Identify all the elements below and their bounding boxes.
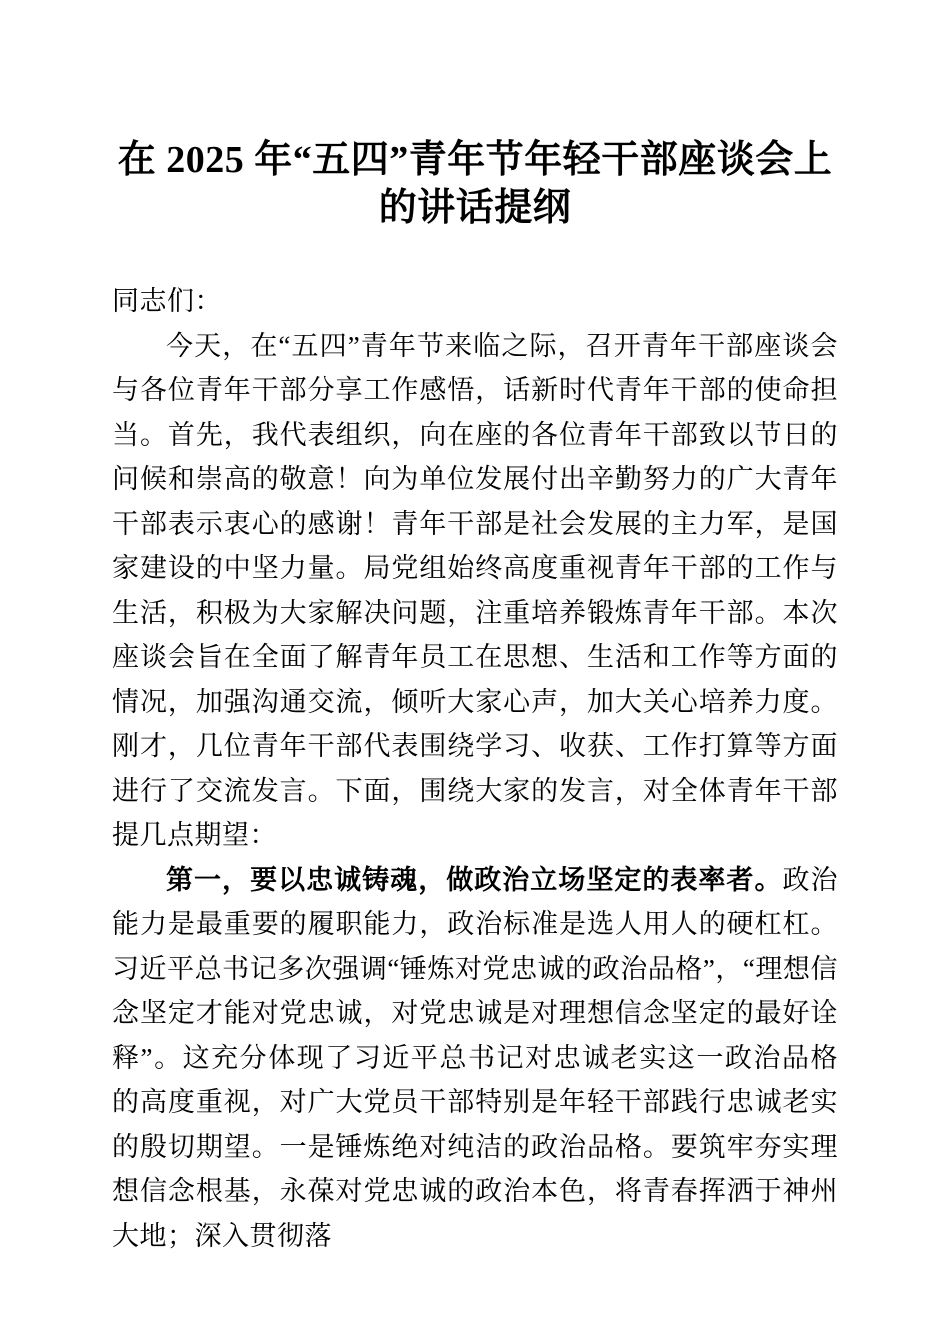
paragraph-intro-text: 今天，在“五四”青年节来临之际，召开青年干部座谈会与各位青年干部分享工作感悟，话新时代青年干部的使命担当。首先，我代表组织，向在座的各位青年干部致以节日的问候和崇高的敬意！向为单位发展付出辛勤努力的广大青年干部表示衷心的感谢！青年干部是社会发展的主力军，是国家建设的中坚力量。局党组始终高度重视青年干部的工作与生活，积极为大家解决问题，注重培养锻炼青年干部。本次座谈会旨在全面了解青年员工在思想、生活和工作等方面的情况，加强沟通交流，倾听大家心声，加大关心培养力度。刚才，几位青年干部代表围绕学习、收获、工作打算等方面进行了交流发言。下面，围绕大家的发言，对全体青年干部提几点期望： [112, 330, 838, 850]
document-title-line-2: 的讲话提纲 [378, 187, 572, 229]
paragraph-intro [112, 324, 838, 858]
document-body [112, 279, 838, 1258]
paragraph-first-point [112, 858, 838, 1259]
document-title-line-1: 在 2025 年“五四”青年节年轻干部座谈会上 [117, 139, 833, 181]
document-title [95, 136, 855, 232]
paragraph-first-point-text: 政治能力是最重要的履职能力，政治标准是选人用人的硬杠杠。习近平总书记多次强调“锤炼对党忠诚的政治品格”，“理想信念坚定才能对党忠诚，对党忠诚是对理想信念坚定的最好诠释”。这充分体现了习近平总书记对忠诚老实这一政治品格的高度重视，对广大党员干部特别是年轻干部践行忠诚老实的殷切期望。一是锤炼绝对纯洁的政治品格。要筑牢夯实理想信念根基，永葆对党忠诚的政治本色，将青春挥洒于神州大地；深入贯彻落 [112, 864, 839, 1251]
paragraph-first-point-bold-lead: 第一，要以忠诚铸魂，做政治立场坚定的表率者。 [166, 864, 783, 895]
salutation: 同志们： [112, 286, 222, 316]
